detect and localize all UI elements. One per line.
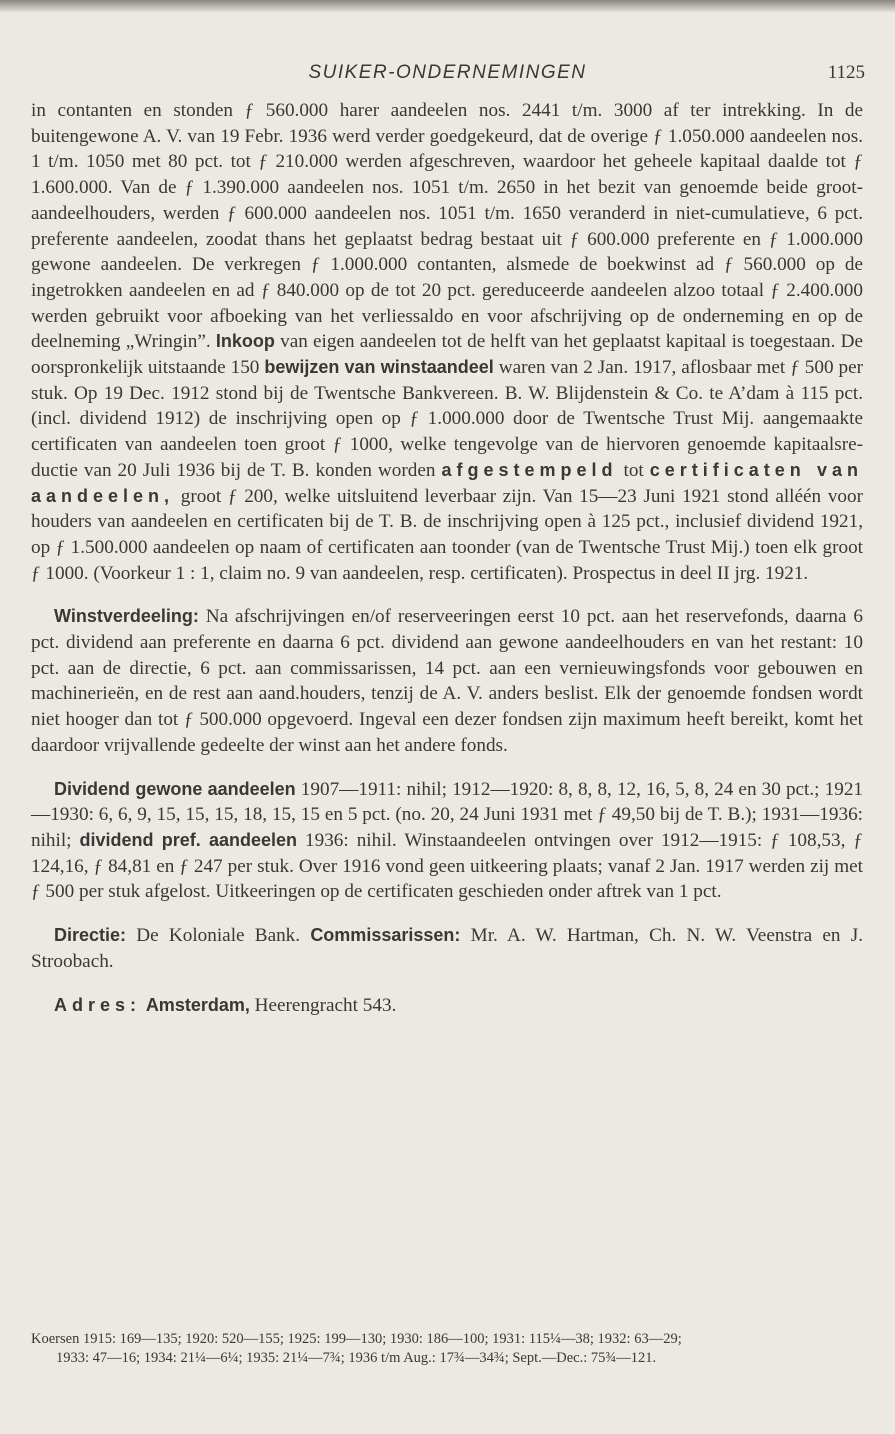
bold-heading-commissarissen: Commissarissen:: [310, 925, 461, 946]
text-run: Na afschrijvingen en/of reserveeringen eerst 10 pct. aan het reservefonds, daarna 6 pct. dividend aan preferente en daarna 6 pct. dividend aan gewone aandeelhouders en van het restant: 10 pct. aan de directie, 6 pct. aan commissarissen, 14 pct. aan een vernieuwingsfonds voor gebouwen en machinerieën, en de rest aan aand.houders, tenzij de A. V. anders beslist. Elk der genoemde fondsen wordt niet hooger dan tot ƒ 500.000 opgevoerd. Ingeval een dezer fondsen zijn maximum heeft bereikt, komt het daardoor vrijvallende gedeelte der winst aan het andere fonds.: [31, 606, 863, 756]
text-run: tot: [617, 459, 650, 481]
text-run: 1936: nihil. Winstaandeelen ontvingen over 1912—1915: ƒ 108,53, ƒ 124,16, ƒ 84,81 en ƒ 247 per stuk. Over 1916 vond geen uitkeering plaats; vanaf 2 Jan. 1917 werden zij met ƒ 500 per stuk afgelost. Uitkeeringen op de certificaten geschieden onder aftrek van 1 pct.: [31, 829, 863, 903]
text-run: van eigen aandeelen tot de helft van het geplaatst kapitaal is toegestaan. De oorspronkelijk uitstaande 150: [31, 331, 863, 379]
bold-term-inkoop: Inkoop: [215, 331, 275, 352]
spaced-term-certificaten: certificaten van aandeelen,: [31, 459, 863, 506]
koersen-footnote: [31, 1330, 871, 1368]
bold-term-amsterdam: Amsterdam,: [145, 994, 250, 1015]
paragraph-winstverdeeling: [31, 604, 863, 758]
text-run: groot ƒ 200, welke uitsluitend leverbaar zijn. Van 15—23 Juni 1921 stond alléén voor houders van aandeelen en certificaten bij de T. B. de inschrijving open à 125 pct., inclusief dividend 1921, op ƒ 1.500.000 aandeelen op naam of certificaten aan toonder (van de Twentsche Trust Mij.) toen elk groot ƒ 1000. (Voorkeur 1 : 1, claim no. 9 van aandeelen, resp. certificaten). Prospectus in deel II jrg. 1921.: [31, 485, 863, 584]
paragraph-dividend: [31, 777, 863, 906]
text-run: waren van 2 Jan. 1917, aflosbaar met ƒ 500 per stuk. Op 19 Dec. 1912 stond bij de Twentsche Bankvereen. B. W. Blijdenstein & Co. te A’dam à 115 pct. (incl. dividend 1912) de inschrijving open op ƒ 1.000.000 door de Twentsche Trust Mij. aangemaakte certificaten van aandeelen toen groot ƒ 1000, welke tengevolge van de hiervoren genoemde kapitaalsreductie van 20 Juli 1936 bij de T. B. konden worden: [31, 357, 863, 481]
scan-edge-band: [0, 0, 895, 12]
spaced-heading-adres: Adres:: [54, 994, 142, 1015]
text-run: De Koloniale Bank.: [126, 925, 311, 947]
koersen-line-2: 1933: 47—16; 1934: 21¼—6¼; 1935: 21¼—7¾; 1936 t/m Aug.: 17¾—34¾; Sept.—Dec.: 75¾—121.: [56, 1350, 657, 1366]
spaced-term-afgestempeld: afgestempeld: [441, 459, 618, 480]
article-body: [31, 98, 863, 1018]
koersen-line-1: Koersen 1915: 169—135; 1920: 520—155; 1925: 199—130; 1930: 186—100; 1931: 115¼—38; 1932: 63—29;: [31, 1331, 682, 1347]
bold-heading-directie: Directie:: [54, 925, 127, 946]
text-run: Heerengracht 543.: [249, 994, 397, 1016]
bold-heading-dividend: Dividend gewone aandeelen: [54, 778, 296, 799]
paragraph-adres: [31, 993, 863, 1019]
bold-heading-winstverdeeling: Winstverdeeling:: [54, 606, 199, 627]
text-run: in contanten en stonden ƒ 560.000 harer aandeelen nos. 2441 t/m. 3000 af ter intrekking. In de buitengewone A. V. van 19 Febr. 1936 werd verder goedgekeurd, dat de overige ƒ 1.050.000 aandeelen nos. 1 t/m. 1050 met 80 pct. tot ƒ 210.000 werden afgeschreven, waardoor het geheele kapitaal daalde tot ƒ 1.600.000. Van de ƒ 1.390.000 aandeelen nos. 1051 t/m. 2650 in het bezit van genoemde beide grootaandeelhouders, werden ƒ 600.000 aandeelen nos. 1051 t/m. 1650 veranderd in niet-cumulatieve, 6 pct. preferente aandeelen, zoodat thans het geplaatst bedrag bestaat uit ƒ 600.000 preferente en ƒ 1.000.000 gewone aandeelen. De verkregen ƒ 1.000.000 contanten, alsmede de boekwinst ad ƒ 560.000 op de ingetrokken aandeelen en ad ƒ 840.000 op de tot 20 pct. gereduceerde aandeelen alzoo totaal ƒ 2.400.000 werden gebruikt voor afboeking van het verliessaldo en voor afschrijving op de onderneming en op de deelneming „Wringin”.: [31, 100, 863, 353]
bold-term-bewijzen: bewijzen van winstaandeel: [264, 357, 494, 378]
page-header: [0, 62, 895, 90]
paragraph-directie: [31, 923, 863, 974]
page-number: 1125: [827, 62, 865, 83]
text-run: 1907—1911: nihil; 1912—1920: 8, 8, 8, 12, 16, 5, 8, 24 en 30 pct.; 1921—1930: 6, 6, 9, 15, 15, 15, 18, 15, 15 en 5 pct. (no. 20, 24 Juni 1931 met ƒ 49,50 bij de T. B.); 1931—1936: nihil;: [31, 778, 864, 851]
bold-term-dividend-pref: dividend pref. aandeelen: [79, 829, 297, 850]
text-run: Mr. A. W. Hartman, Ch. N. W. Veenstra en J. Stroobach.: [31, 925, 863, 972]
paragraph-capital-history: [31, 98, 863, 586]
running-title: SUIKER-ONDERNEMINGEN: [308, 62, 587, 83]
